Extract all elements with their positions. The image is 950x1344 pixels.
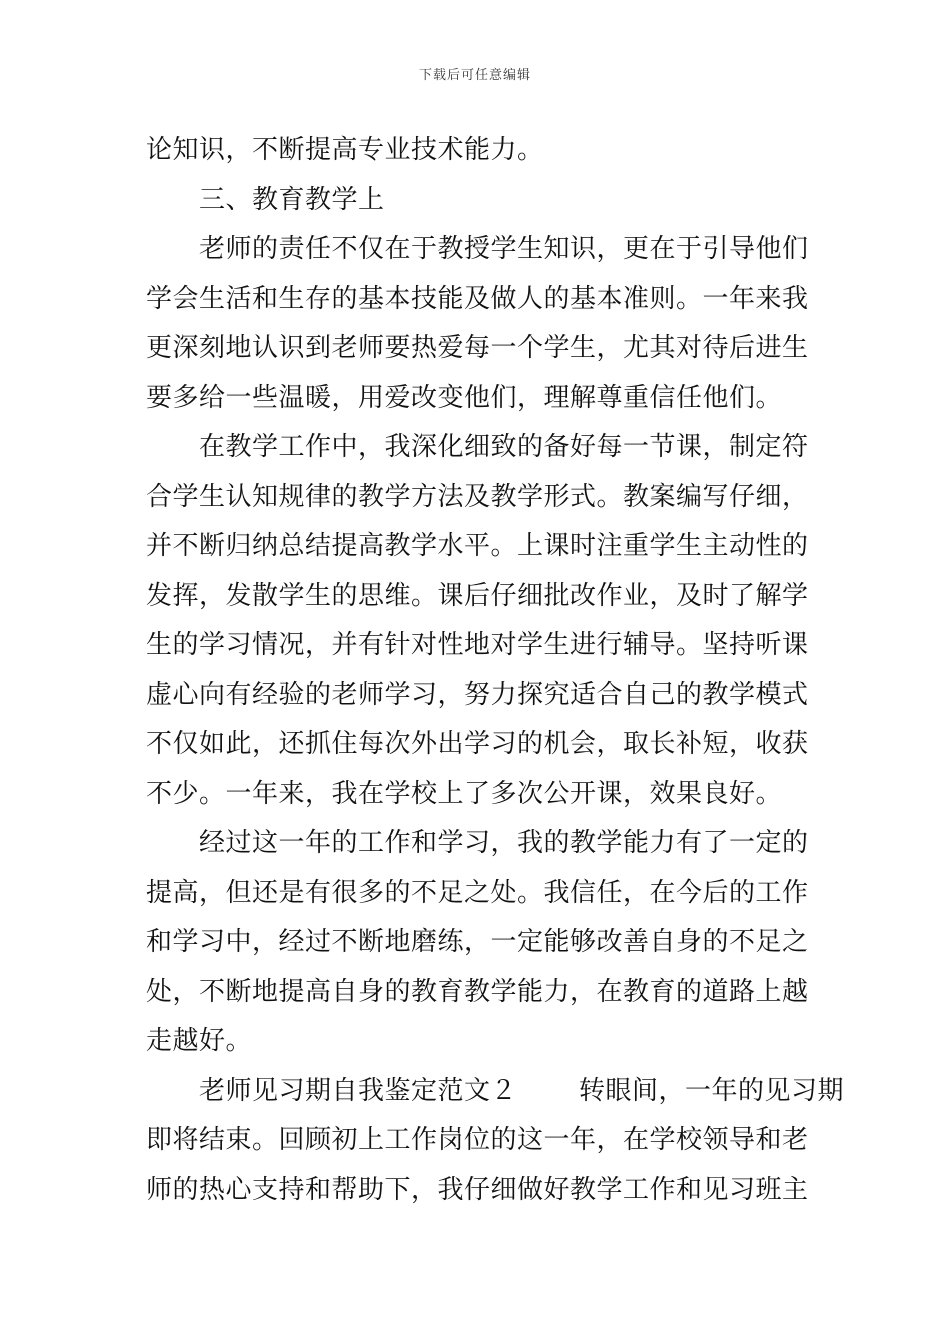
text-line: 和学习中，经过不断地磨练，一定能够改善自身的不足之 (146, 927, 809, 957)
paragraph-start: 在教学工作中，我深化细致的备好每一节课，制定符 (199, 432, 809, 462)
text-line: 更深刻地认识到老师要热爱每一个学生，尤其对待后进生 (146, 333, 809, 363)
text-line: 学会生活和生存的基本技能及做人的基本准则。一年来我 (146, 283, 809, 314)
document-body (146, 126, 845, 1215)
text-line: 即将结束。回顾初上工作岗位的这一年，在学校领导和老 (146, 1125, 809, 1155)
paragraph-start: 老师的责任不仅在于教授学生知识，更在于引导他们 (199, 234, 809, 264)
text-line: 发挥，发散学生的思维。课后仔细批改作业，及时了解学 (146, 580, 809, 611)
page-header-note: 下载后可任意编辑 (418, 68, 531, 83)
text-line: 师的热心支持和帮助下，我仔细做好教学工作和见习班主 (146, 1174, 809, 1205)
section-heading: 三、教育教学上 (199, 184, 385, 215)
title-line (146, 1067, 845, 1117)
paragraph-start: 经过这一年的工作和学习，我的教学能力有了一定的 (199, 828, 809, 858)
text-line: 并不断归纳总结提高教学水平。上课时注重学生主动性的 (146, 531, 809, 561)
text-line: 不仅如此，还抓住每次外出学习的机会，取长补短，收获 (146, 729, 809, 759)
text-line: 生的学习情况，并有针对性地对学生进行辅导。坚持听课 (146, 630, 809, 660)
text-line: 要多给一些温暖，用爱改变他们，理解尊重信任他们。 (146, 382, 783, 413)
text-line: 不少。一年来，我在学校上了多次公开课，效果良好。 (146, 778, 783, 809)
text-line: 论知识，不断提高专业技术能力。 (146, 135, 544, 165)
text-line: 合学生认知规律的教学方法及教学形式。教案编写仔细， (146, 481, 809, 512)
text-line: 提高，但还是有很多的不足之处。我信任，在今后的工作 (146, 877, 809, 908)
article-title: 老师见习期自我鉴定范文２ (199, 1075, 518, 1106)
text-line: 处，不断地提高自身的教育教学能力，在教育的道路上越 (146, 976, 809, 1007)
text-line: 虚心向有经验的老师学习，努力探究适合自己的教学模式 (146, 679, 809, 710)
paragraph-start: 转眼间，一年的见习期 (579, 1075, 845, 1106)
text-line: 走越好。 (146, 1026, 253, 1056)
